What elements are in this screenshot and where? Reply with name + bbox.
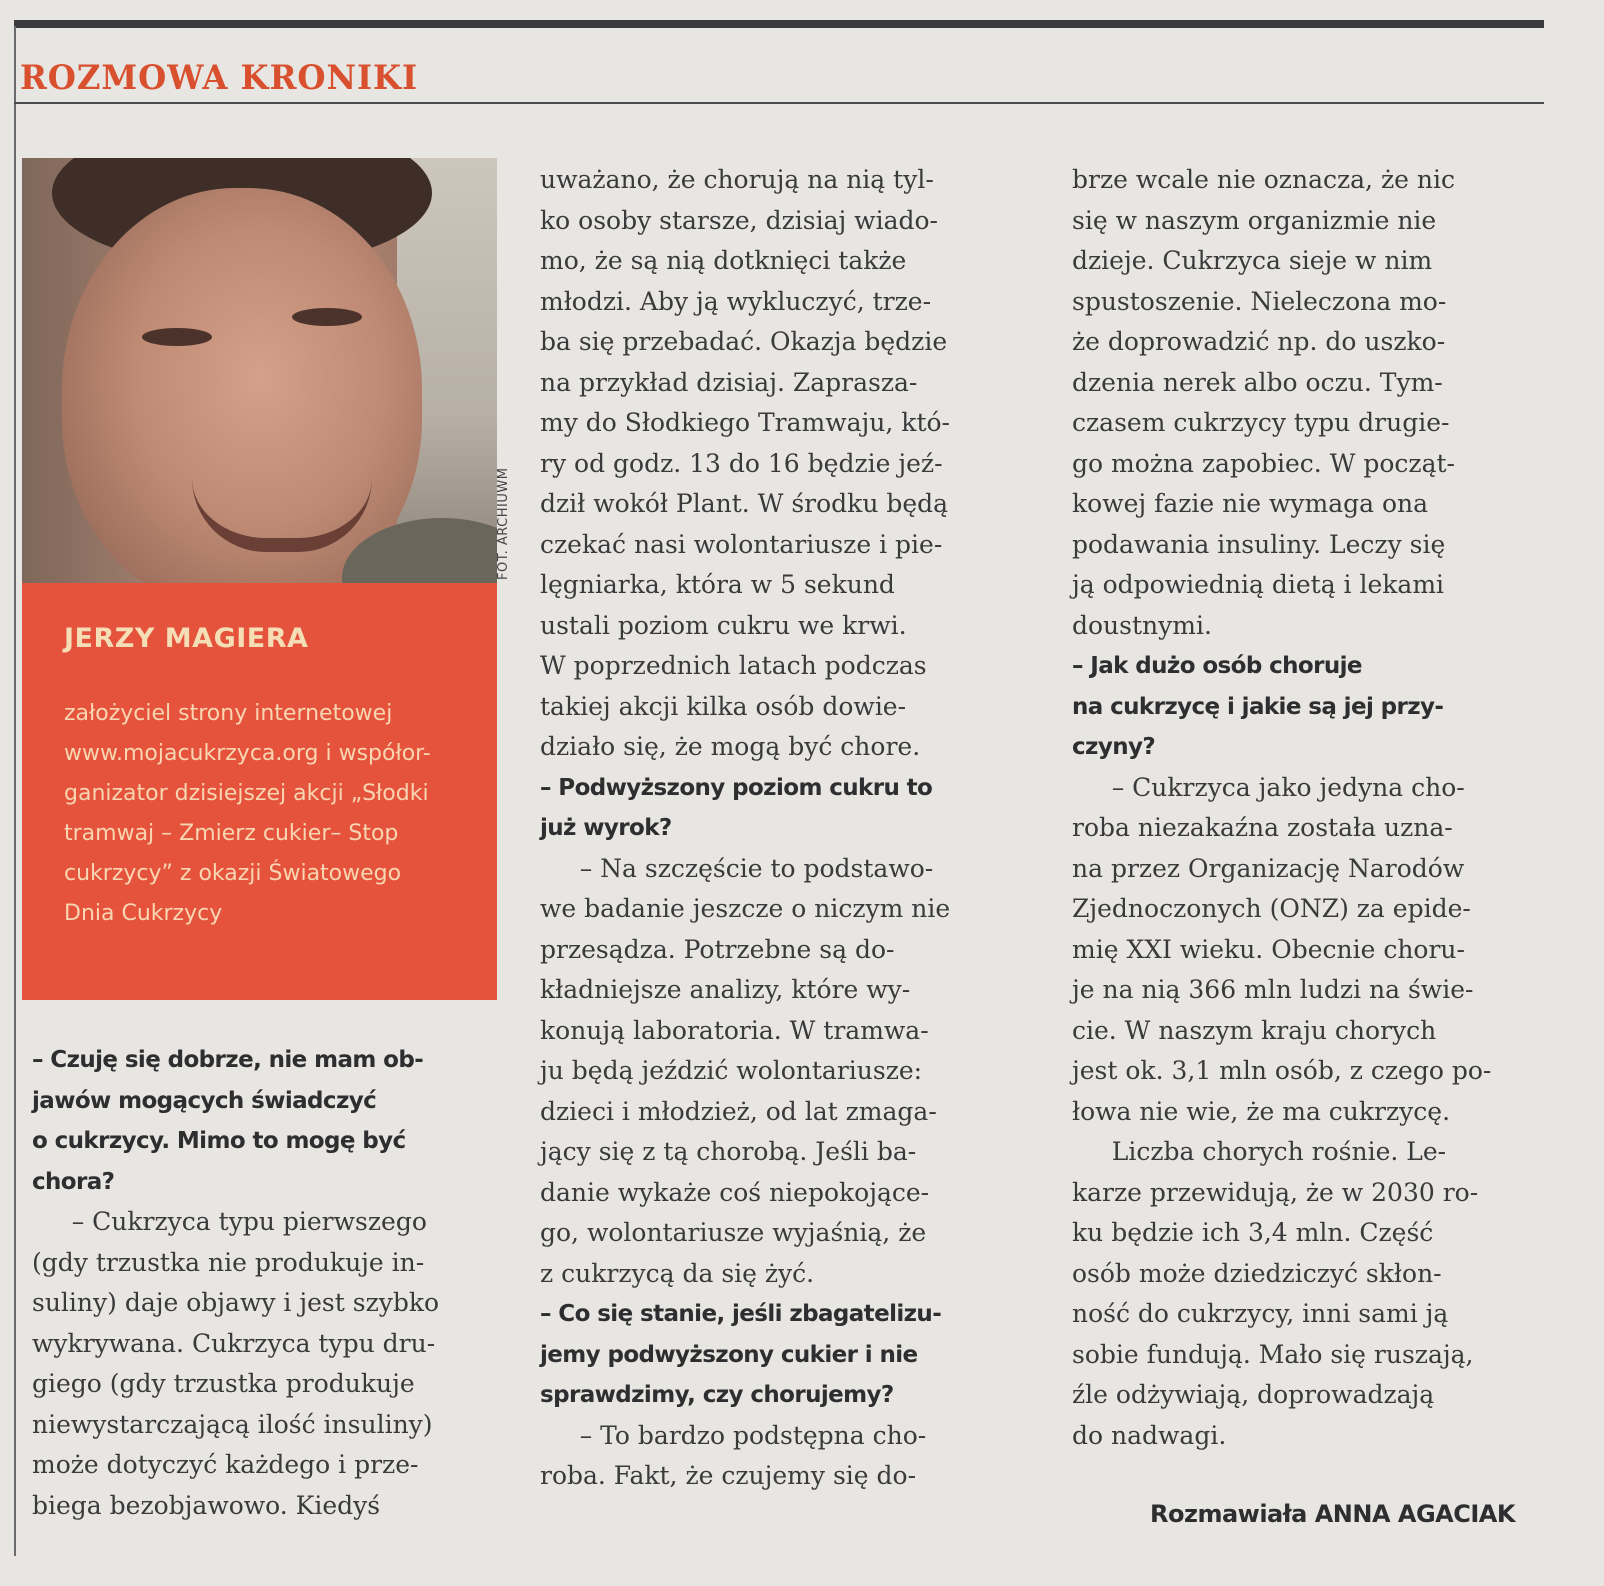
answer-line: dził wokół Plant. W środku będą bbox=[540, 489, 949, 518]
answer-line: osób może dziedziczyć skłon- bbox=[1072, 1258, 1442, 1288]
answer-line: jący się z tą chorobą. Jeśli ba- bbox=[540, 1137, 917, 1166]
answer-line: je na nią 366 mln ludzi na świe- bbox=[1072, 975, 1474, 1004]
answer-line: go, wolontariusze wyjaśnią, że bbox=[540, 1218, 927, 1247]
answer-line: go można zapobiec. W począt- bbox=[1072, 448, 1455, 478]
person-description-line: założyciel strony internetowej bbox=[64, 701, 393, 726]
person-description-line: www.mojacukrzyca.org i współor- bbox=[64, 741, 431, 766]
answer-line: – To bardzo podstępna cho- bbox=[540, 1420, 927, 1450]
answer-line: Liczba chorych rośnie. Le- bbox=[1072, 1137, 1447, 1166]
answer-line: czasem cukrzycy typu drugie- bbox=[1072, 408, 1450, 437]
answer-line: ko osoby starsze, dzisiaj wiado- bbox=[540, 205, 938, 235]
answer-line: ry od godz. 13 do 16 będzie jeź- bbox=[540, 448, 943, 478]
person-description-line: Dnia Cukrzycy bbox=[64, 901, 223, 926]
photo-credit: FOT. ARCHIUWM bbox=[496, 467, 511, 580]
question-line: sprawdzimy, czy chorujemy? bbox=[540, 1382, 894, 1408]
question-line: chora? bbox=[32, 1168, 115, 1195]
answer-line: lęgniarka, która w 5 sekund bbox=[540, 570, 895, 599]
person-description-line: cukrzycy” z okazji Światowego bbox=[64, 861, 402, 886]
answer-line: giego (gdy trzustka produkuje bbox=[32, 1369, 415, 1398]
article-column-2 bbox=[540, 160, 1030, 1497]
answer-line: może dotyczyć każdego i prze- bbox=[32, 1450, 419, 1479]
question-line: już wyrok? bbox=[540, 815, 672, 841]
byline: Rozmawiała ANNA AGACIAK bbox=[1150, 1500, 1515, 1528]
question-line: – Czuję się dobrze, nie mam ob- bbox=[32, 1047, 424, 1073]
person-info-box bbox=[22, 583, 497, 1000]
portrait-photo bbox=[22, 158, 497, 583]
article-column-3 bbox=[1072, 160, 1562, 1456]
answer-line: – Cukrzyca typu pierwszego bbox=[32, 1207, 427, 1236]
answer-line: ność do cukrzycy, inni sami ją bbox=[1072, 1299, 1449, 1328]
person-description-line: ganizator dzisiejszej akcji „Słodki bbox=[64, 781, 429, 806]
top-rule bbox=[14, 20, 1544, 28]
answer-line: źle odżywiają, doprowadzają bbox=[1072, 1380, 1435, 1409]
answer-line: we badanie jeszcze o niczym nie bbox=[540, 894, 951, 923]
section-rule bbox=[14, 102, 1544, 104]
question-line: czyny? bbox=[1072, 734, 1156, 760]
answer-line: na przykład dzisiaj. Zaprasza- bbox=[540, 367, 918, 397]
person-name: JERZY MAGIERA bbox=[64, 623, 309, 654]
answer-line: danie wykaże coś niepokojące- bbox=[540, 1177, 930, 1207]
answer-line: ją odpowiednią dietą i lekami bbox=[1072, 570, 1445, 599]
answer-line: podawania insuliny. Leczy się bbox=[1072, 529, 1446, 559]
answer-line: ku będzie ich 3,4 mln. Część bbox=[1072, 1218, 1434, 1247]
person-description-line: tramwaj – Zmierz cukier– Stop bbox=[64, 821, 399, 846]
answer-line: się w naszym organizmie nie bbox=[1072, 205, 1437, 235]
answer-line: doustnymi. bbox=[1072, 610, 1212, 640]
answer-line: – Na szczęście to podstawo- bbox=[540, 853, 934, 883]
answer-line: przesądza. Potrzebne są do- bbox=[540, 934, 895, 964]
answer-line: – Cukrzyca jako jedyna cho- bbox=[1072, 772, 1465, 802]
answer-line: konują laboratoria. W tramwa- bbox=[540, 1015, 929, 1045]
answer-line: roba niezakaźna została uzna- bbox=[1072, 813, 1453, 842]
question-line: – Jak dużo osób choruje bbox=[1072, 653, 1362, 679]
answer-line: ju będą jeździć wolontariusze: bbox=[540, 1056, 923, 1085]
answer-line: sobie fundują. Mało się ruszają, bbox=[1072, 1339, 1474, 1369]
answer-line: kowej fazie nie wymaga ona bbox=[1072, 489, 1429, 518]
answer-line: W poprzednich latach podczas bbox=[540, 651, 927, 680]
answer-line: mo, że są nią dotknięci także bbox=[540, 246, 907, 275]
answer-line: brze wcale nie oznacza, że nic bbox=[1072, 165, 1455, 194]
answer-line: Zjednoczonych (ONZ) za epide- bbox=[1072, 894, 1471, 923]
answer-line: do nadwagi. bbox=[1072, 1420, 1227, 1450]
answer-line: takiej akcji kilka osób dowie- bbox=[540, 691, 907, 721]
question-line: o cukrzycy. Mimo to mogę być bbox=[32, 1128, 406, 1154]
answer-line: z cukrzycą da się żyć. bbox=[540, 1258, 815, 1288]
answer-line: młodzi. Aby ją wykluczyć, trze- bbox=[540, 286, 932, 316]
answer-line: ustali poziom cukru we krwi. bbox=[540, 610, 907, 640]
question-line: – Podwyższony poziom cukru to bbox=[540, 774, 933, 801]
answer-line: dzenia nerek albo oczu. Tym- bbox=[1072, 367, 1443, 397]
question-line: na cukrzycę i jakie są jej przy- bbox=[1072, 693, 1444, 720]
answer-line: łowa nie wie, że ma cukrzycę. bbox=[1072, 1096, 1451, 1126]
answer-line: wykrywana. Cukrzyca typu dru- bbox=[32, 1328, 436, 1358]
answer-line: czekać nasi wolontariusze i pie- bbox=[540, 529, 943, 559]
answer-line: suliny) daje objawy i jest szybko bbox=[32, 1288, 440, 1317]
answer-line: dzieje. Cukrzyca sieje w nim bbox=[1072, 246, 1433, 275]
answer-line: biega bezobjawowo. Kiedyś bbox=[32, 1490, 381, 1520]
section-title: ROZMOWA KRONIKI bbox=[20, 58, 419, 98]
question-line: jemy podwyższony cukier i nie bbox=[540, 1341, 918, 1368]
person-description bbox=[64, 694, 477, 934]
question-line: – Co się stanie, jeśli zbagatelizu- bbox=[540, 1301, 942, 1327]
answer-line: niewystarczającą ilość insuliny) bbox=[32, 1409, 433, 1439]
answer-line: ba się przebadać. Okazja będzie bbox=[540, 327, 948, 356]
question-line: jawów mogących świadczyć bbox=[32, 1087, 377, 1114]
answer-line: że doprowadzić np. do uszko- bbox=[1072, 327, 1446, 356]
answer-line: dzieci i młodzież, od lat zmaga- bbox=[540, 1096, 937, 1126]
answer-line: działo się, że mogą być chore. bbox=[540, 732, 921, 761]
article-column-1 bbox=[32, 1040, 502, 1526]
left-rule bbox=[14, 26, 16, 1556]
answer-line: cie. W naszym kraju chorych bbox=[1072, 1015, 1437, 1045]
answer-line: jest ok. 3,1 mln osób, z czego po- bbox=[1072, 1056, 1492, 1085]
answer-line: karze przewidują, że w 2030 ro- bbox=[1072, 1177, 1479, 1207]
answer-line: uważano, że chorują na nią tyl- bbox=[540, 165, 934, 194]
answer-line: roba. Fakt, że czujemy się do- bbox=[540, 1461, 917, 1490]
answer-line: mię XXI wieku. Obecnie choru- bbox=[1072, 934, 1465, 964]
answer-line: kładniejsze analizy, które wy- bbox=[540, 975, 911, 1004]
answer-line: my do Słodkiego Tramwaju, któ- bbox=[540, 408, 950, 437]
answer-line: spustoszenie. Nieleczona mo- bbox=[1072, 286, 1447, 316]
answer-line: (gdy trzustka nie produkuje in- bbox=[32, 1247, 425, 1277]
answer-line: na przez Organizację Narodów bbox=[1072, 853, 1465, 883]
